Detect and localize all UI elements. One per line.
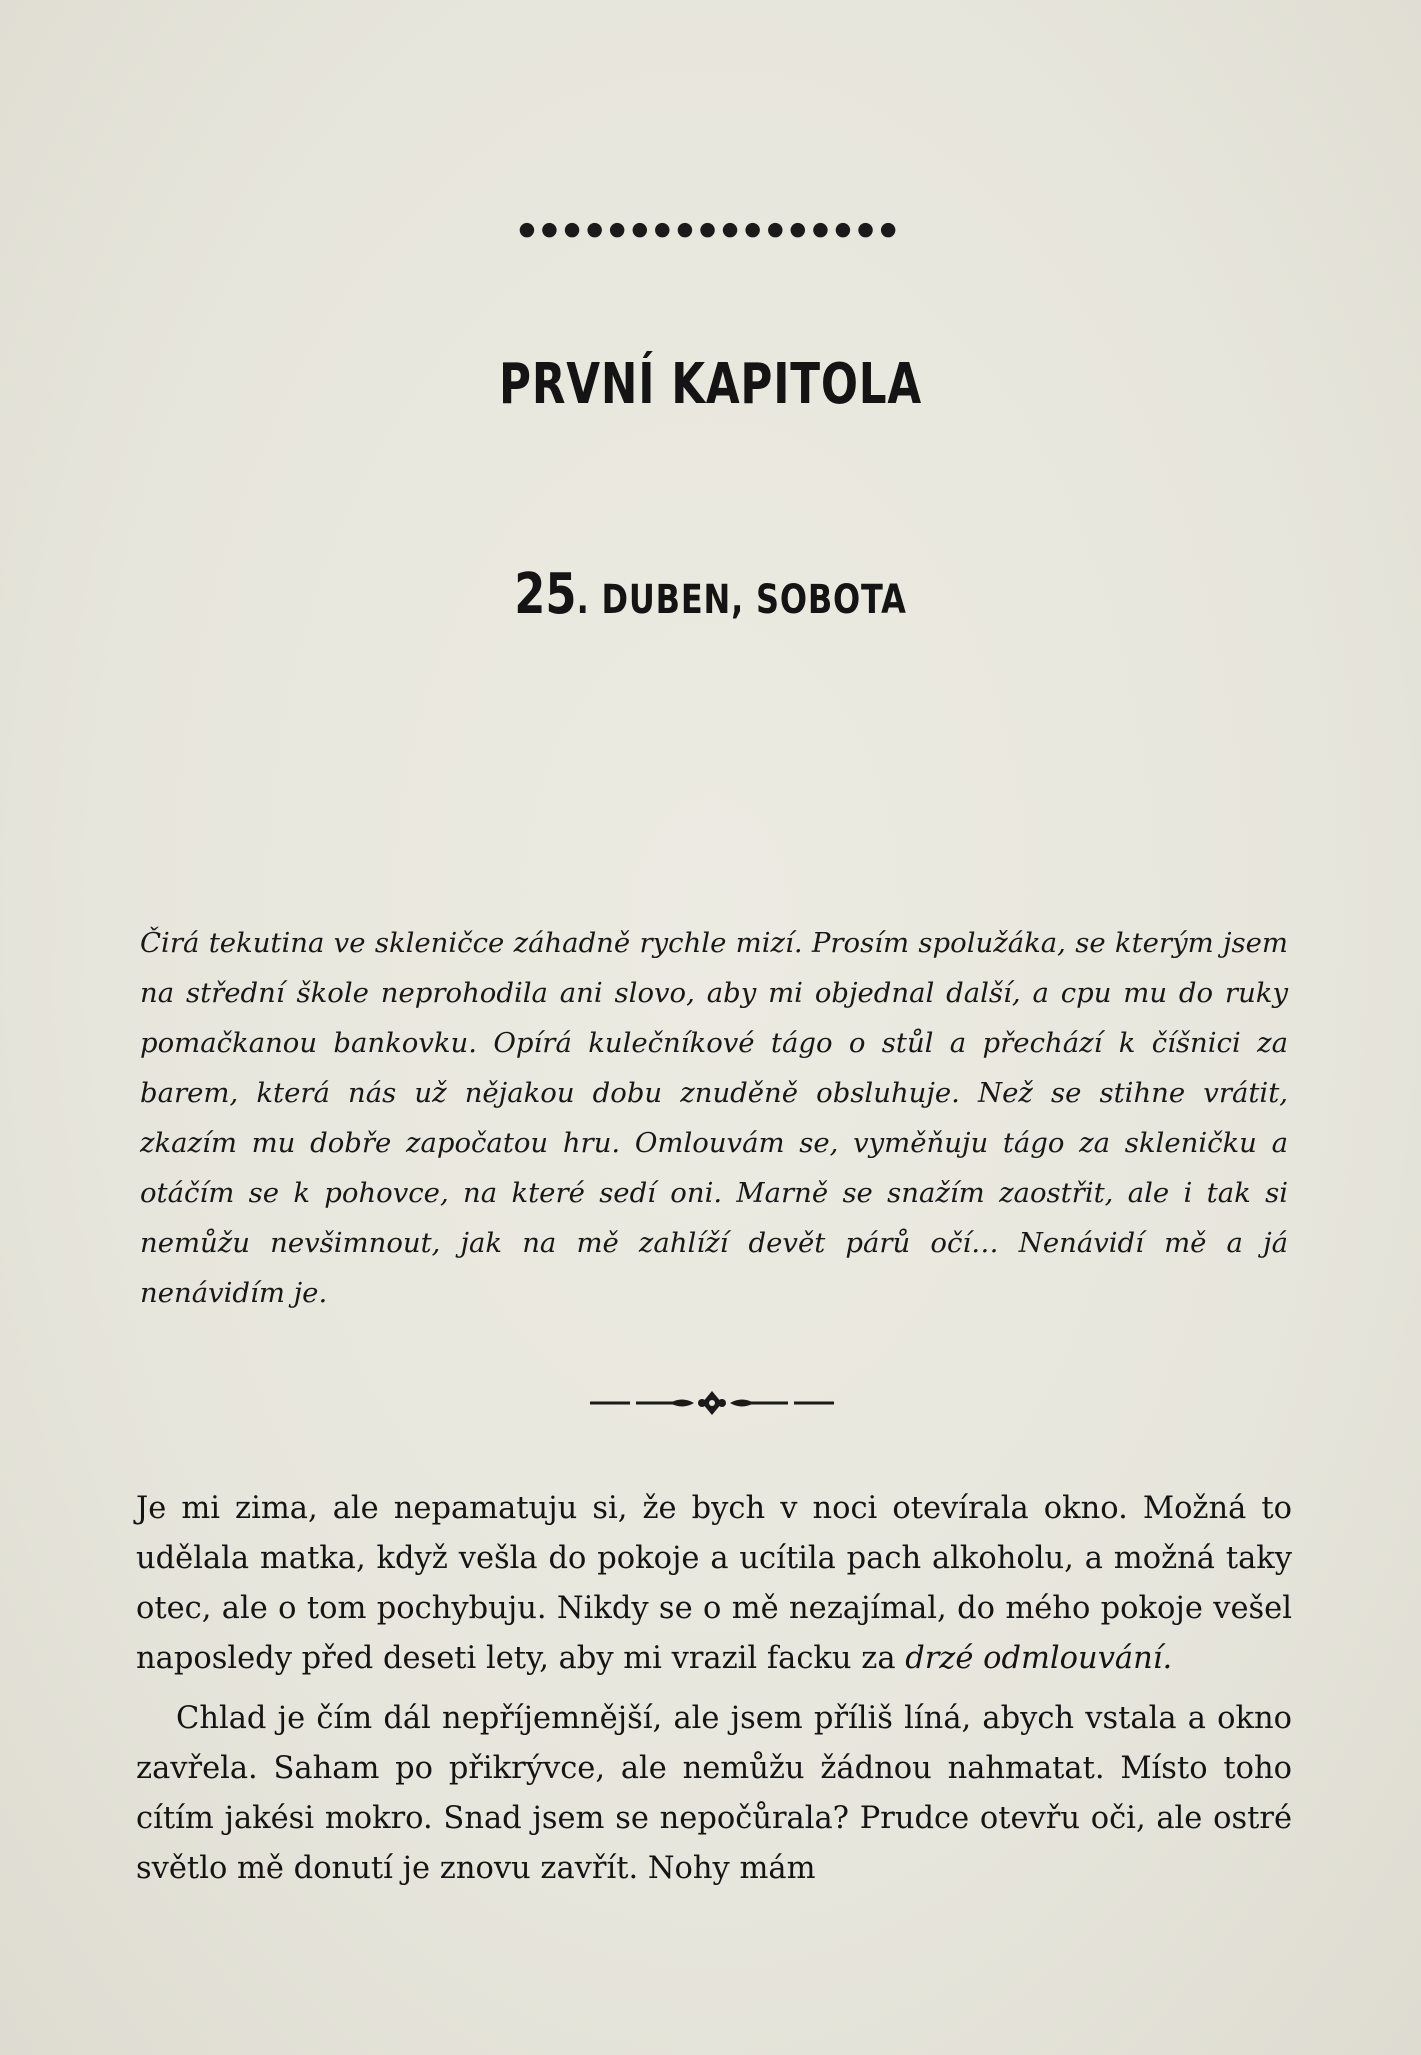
body-paragraph-1-italic: drzé odmlouvání. bbox=[905, 1641, 1173, 1676]
chapter-title: PRVNÍ KAPITOLA bbox=[499, 352, 922, 417]
body-paragraph-2: Chlad je čím dál nepříjemnější, ale jsem příliš líná, abych vstala a okno zavřela. Saham po přikrývce, ale nemůžu žádnou nahmatat. Místo toho cítím jakési mokro. Snad jsem se nepočůrala? Prudce otevřu oči, ale ostré světlo mě donutí je znovu zavřít. Nohy mám bbox=[136, 1701, 1292, 1886]
ornamental-divider-icon bbox=[590, 1386, 834, 1420]
chapter-date-rest: . DUBEN, SOBOTA bbox=[576, 577, 907, 623]
body-paragraph-1 bbox=[136, 1484, 1292, 1684]
body-text bbox=[136, 1484, 1292, 1894]
chapter-date-day: 25 bbox=[514, 562, 577, 627]
body-paragraph-1-text: Je mi zima, ale nepamatuju si, že bych v noci otevírala okno. Možná to udělala matka, když vešla do pokoje a ucítila pach alkoholu, a možná taky otec, ale o tom pochybuju. Nikdy se o mě nezajímal, do mého pokoje vešel naposledy před deseti lety, aby mi vrazil facku za bbox=[136, 1491, 1292, 1676]
chapter-ornament-dots: ●●●●●●●●●●●●●●●●● bbox=[518, 218, 903, 240]
chapter-date bbox=[142, 562, 1279, 627]
italic-intro-paragraph: Čirá tekutina ve skleničce záhadně rychle mizí. Prosím spolužáka, se kterým jsem na střední škole neprohodila ani slovo, aby mi objednal další, a cpu mu do ruky pomačkanou bankovku. Opírá kulečníkové tágo o stůl a přechází k číšnici za barem, která nás už nějakou dobu znuděně obsluhuje. Než se stihne vrátit, zkazím mu dobře započatou hru. Omlouvám se, vyměňuju tágo za skleničku a otáčím se k pohovce, na které sedí oni. Marně se snažím zaostřit, ale i tak si nemůžu nevšimnout, jak na mě zahlíží devět párů očí… Nenávidí mě a já nenávidím je. bbox=[140, 927, 1288, 1309]
